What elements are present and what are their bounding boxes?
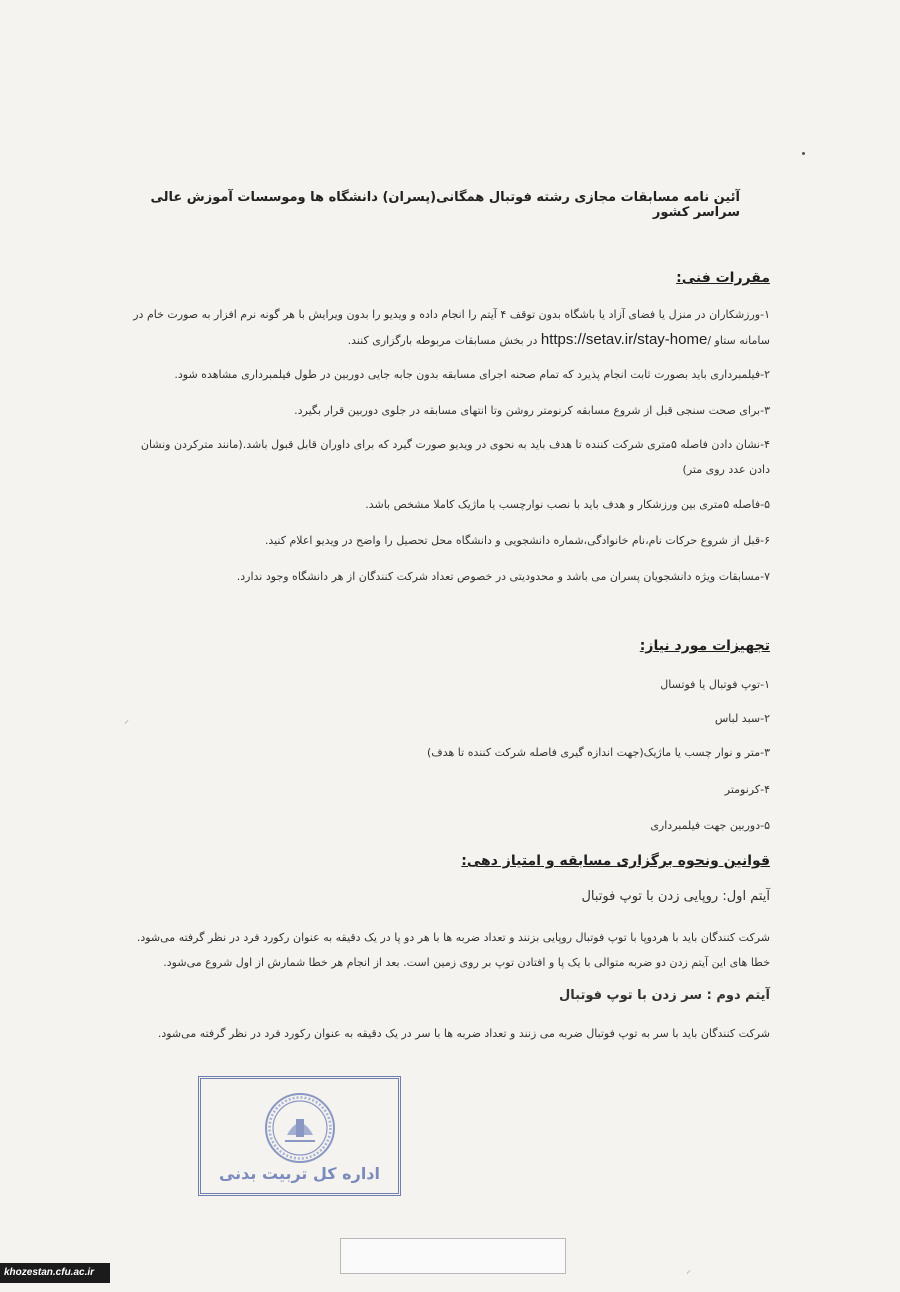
equipment-item-1: ۱-توپ فوتبال یا فوتسال [660,678,770,691]
rule-item-5: ۵-فاصله ۵متری بین ورزشکار و هدف باید با نصب نوارچسب یا ماژیک کاملا مشخص باشد. [365,498,770,511]
rule-item-2: ۲-فیلمبرداری باید بصورت ثابت انجام پذیرد که تمام صحنه اجرای مسابقه بدون جابه جایی دوربین در طول فیلمبرداری مشاهده شود. [174,368,770,381]
item-two-title: آیتم دوم : سر زدن با توپ فوتبال [559,988,770,1003]
scan-mark: ⸝ [124,715,129,726]
rule-item-1-suffix: در بخش مسابقات مربوطه بارگزاری کنند. [347,334,538,347]
official-stamp [198,1076,401,1196]
stamp-label: اداره کل تربیت بدنی [218,1164,380,1183]
item-two-description: شرکت کنندگان باید با سر به توپ فوتبال ضربه می زنند و تعداد ضربه ها با سر در یک دقیقه به عنوان رکورد فرد در نظر گرفته می‌شود. [157,1027,770,1040]
rule-item-1-line2 [130,327,770,353]
rule-item-3: ۳-برای صحت سنجی قبل از شروع مسابقه کرنومتر روشن وتا انتهای مسابقه در جلوی دوربین قرار بگیرد. [294,404,770,417]
equipment-item-2: ۲-سبد لباس [714,712,770,725]
item-one-title: آیتم اول: روپایی زدن با توپ فوتبال [581,889,770,904]
item-one-line1: شرکت کنندگان باید با هردوپا با توپ فوتبال روپایی بزنند و تعداد ضربه ها با هر دو پا در یک دقیقه به عنوان رکورد فرد در نظر گرفته می‌شود. [136,931,770,944]
equipment-item-4: ۴-کرنومتر [724,783,770,796]
rule-item-4: ۴-نشان دادن فاصله ۵متری شرکت کننده تا هدف باید به نحوی در ویدیو صورت گیرد که برای داوران قابل قبول باشد.(مانند مترکردن ونشان دادن عدد روی متر) [140,438,770,476]
equipment-item-5: ۵-دوربین جهت فیلمبرداری [650,819,770,832]
setav-url-link[interactable]: https://setav.ir/stay-home [540,331,708,348]
watermark-bar [0,1263,110,1283]
equipment-item-3: ۳-متر و نوار چسب یا ماژیک(جهت اندازه گیری فاصله شرکت کننده تا هدف) [427,746,770,759]
rule-item-1-line1: ۱-ورزشکاران در منزل یا فضای آزاد یا باشگاه بدون توقف ۴ آیتم را انجام داده و ویدیو را بدون ویرایش با هر گونه نرم افزار به صورت خام در [133,308,770,321]
equipment-heading: تجهیزات مورد نیاز: [639,638,770,654]
rule-item-1 [130,302,770,353]
ink-dot [802,152,805,155]
rule-item-6: ۶-قبل از شروع حرکات نام،نام خانوادگی،شماره دانشجویی و دانشگاه محل تحصیل را واضح در ویدیو اعلام کنید. [264,534,770,547]
emblem-seal-icon [263,1091,337,1165]
bottom-label-box [340,1238,566,1274]
scan-mark-bottom: ⸝ [686,1265,691,1276]
rules-heading: قوانین ونحوه برگزاری مسابقه و امتیاز دهی: [461,853,770,869]
technical-rules-heading: مقررات فنی: [676,270,770,286]
watermark-text: khozestan.cfu.ac.ir [4,1267,95,1278]
document-title: آئین نامه مسابقات مجازی رشته فوتبال همگانی(پسران) دانشگاه ها وموسسات آموزش عالی سراسر کشور [150,190,740,220]
rule-item-1-prefix: سامانه ستاو / [707,334,770,347]
item-one-line2: خطا های این آیتم زدن دو ضربه متوالی با یک پا و افتادن توپ بر روی زمین است. بعد از انجام هر خطا شمارش از اول شروع می‌شود. [163,956,770,969]
item-one-description [130,925,770,975]
rule-item-7: ۷-مسابقات ویژه دانشجویان پسران می باشد و محدودیتی در خصوص تعداد شرکت کنندگان از هر دانشگاه وجود ندارد. [236,570,770,583]
